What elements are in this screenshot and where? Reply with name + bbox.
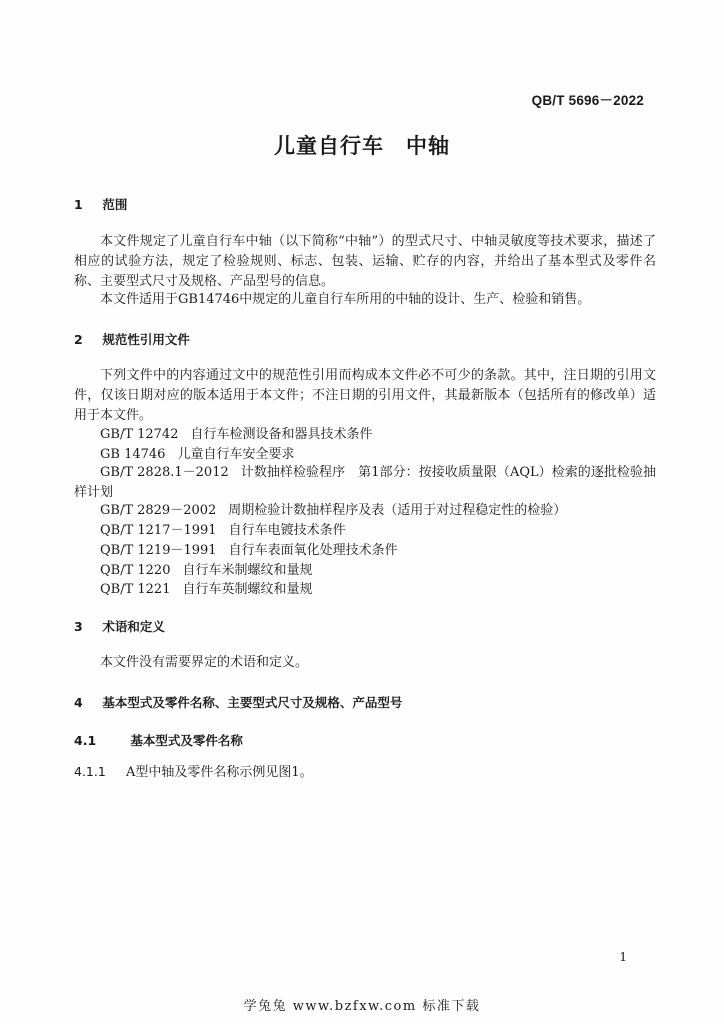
reference-code: QB/T 1221 (100, 582, 171, 597)
reference-code: GB/T 2829－2002 (100, 503, 217, 518)
section-4-1-heading (74, 731, 243, 749)
standard-code: QB/T 5696－2022 (531, 93, 644, 108)
reference-code: GB/T 2828.1－2012 (100, 465, 229, 480)
reference-name: 自行车英制螺纹和量规 (182, 582, 313, 597)
reference-item (100, 561, 313, 581)
watermark-footer: 学兔兔 www.bzfxw.com 标准下载 (243, 999, 481, 1014)
reference-item (100, 541, 398, 561)
reference-name: 计数抽样检验程序 第1部分：按接收质量限（AQL）检索的逐批检验抽样计划 (74, 465, 657, 500)
reference-item (100, 445, 294, 465)
scope-paragraph-2: 本文件适用于GB14746中规定的儿童自行车所用的中轴的设计、生产、检验和销售。 (100, 292, 591, 307)
document-title: 儿童自行车 中轴 (274, 134, 450, 158)
section-title: 规范性引用文件 (102, 332, 190, 347)
reference-code: QB/T 1219－1991 (100, 543, 217, 558)
section-number: 3 (74, 619, 83, 634)
clause-text: A型中轴及零件名称示例见图1。 (125, 765, 313, 780)
section-2-heading (74, 330, 190, 348)
reference-code: QB/T 1217－1991 (100, 523, 217, 538)
reference-name: 周期检验计数抽样程序及表（适用于对过程稳定性的检验） (228, 503, 567, 518)
reference-item (100, 501, 566, 521)
reference-name: 自行车表面氧化处理技术条件 (228, 543, 398, 558)
reference-name: 自行车检测设备和器具技术条件 (190, 427, 373, 442)
section-number: 4.1.1 (74, 764, 106, 779)
reference-item (100, 425, 373, 445)
reference-code: GB/T 12742 (100, 427, 179, 442)
reference-item-wrapped (74, 463, 656, 503)
section-title: 术语和定义 (102, 619, 165, 634)
section-title: 基本型式及零件名称、主要型式尺寸及规格、产品型号 (102, 695, 403, 710)
section-3-heading (74, 617, 165, 635)
section-4-heading (74, 693, 402, 711)
section-1-heading (74, 195, 127, 213)
reference-code: GB 14746 (100, 447, 166, 462)
reference-code: QB/T 1220 (100, 563, 171, 578)
page-number: 1 (619, 950, 627, 964)
section-title: 范围 (102, 197, 128, 212)
reference-name: 儿童自行车安全要求 (177, 447, 295, 462)
reference-item (100, 521, 346, 541)
section-number: 2 (74, 332, 83, 347)
section-number: 4.1 (74, 733, 97, 748)
terms-paragraph: 本文件没有需要界定的术语和定义。 (100, 655, 309, 670)
reference-name: 自行车电镀技术条件 (228, 523, 346, 538)
scope-paragraph-1: 本文件规定了儿童自行车中轴（以下简称“中轴”）的型式尺寸、中轴灵敏度等技术要求，描述了相应的试验方法，规定了检验规则、标志、包装、运输、贮存的内容，并给出了基本型式及零件名称、主要型式尺寸及规格、产品型号的信息。 (74, 234, 656, 289)
references-intro-paragraph: 下列文件中的内容通过文中的规范性引用而构成本文件必不可少的条款。其中，注日期的引用文件，仅该日期对应的版本适用于本文件；不注日期的引用文件，其最新版本（包括所有的修改单）适用于本文件。 (74, 368, 656, 423)
section-number: 1 (74, 197, 83, 212)
section-4-1-1-clause (74, 761, 313, 780)
reference-name: 自行车米制螺纹和量规 (182, 563, 313, 578)
reference-item (100, 580, 313, 600)
section-number: 4 (74, 695, 83, 710)
section-title: 基本型式及零件名称 (130, 733, 243, 748)
